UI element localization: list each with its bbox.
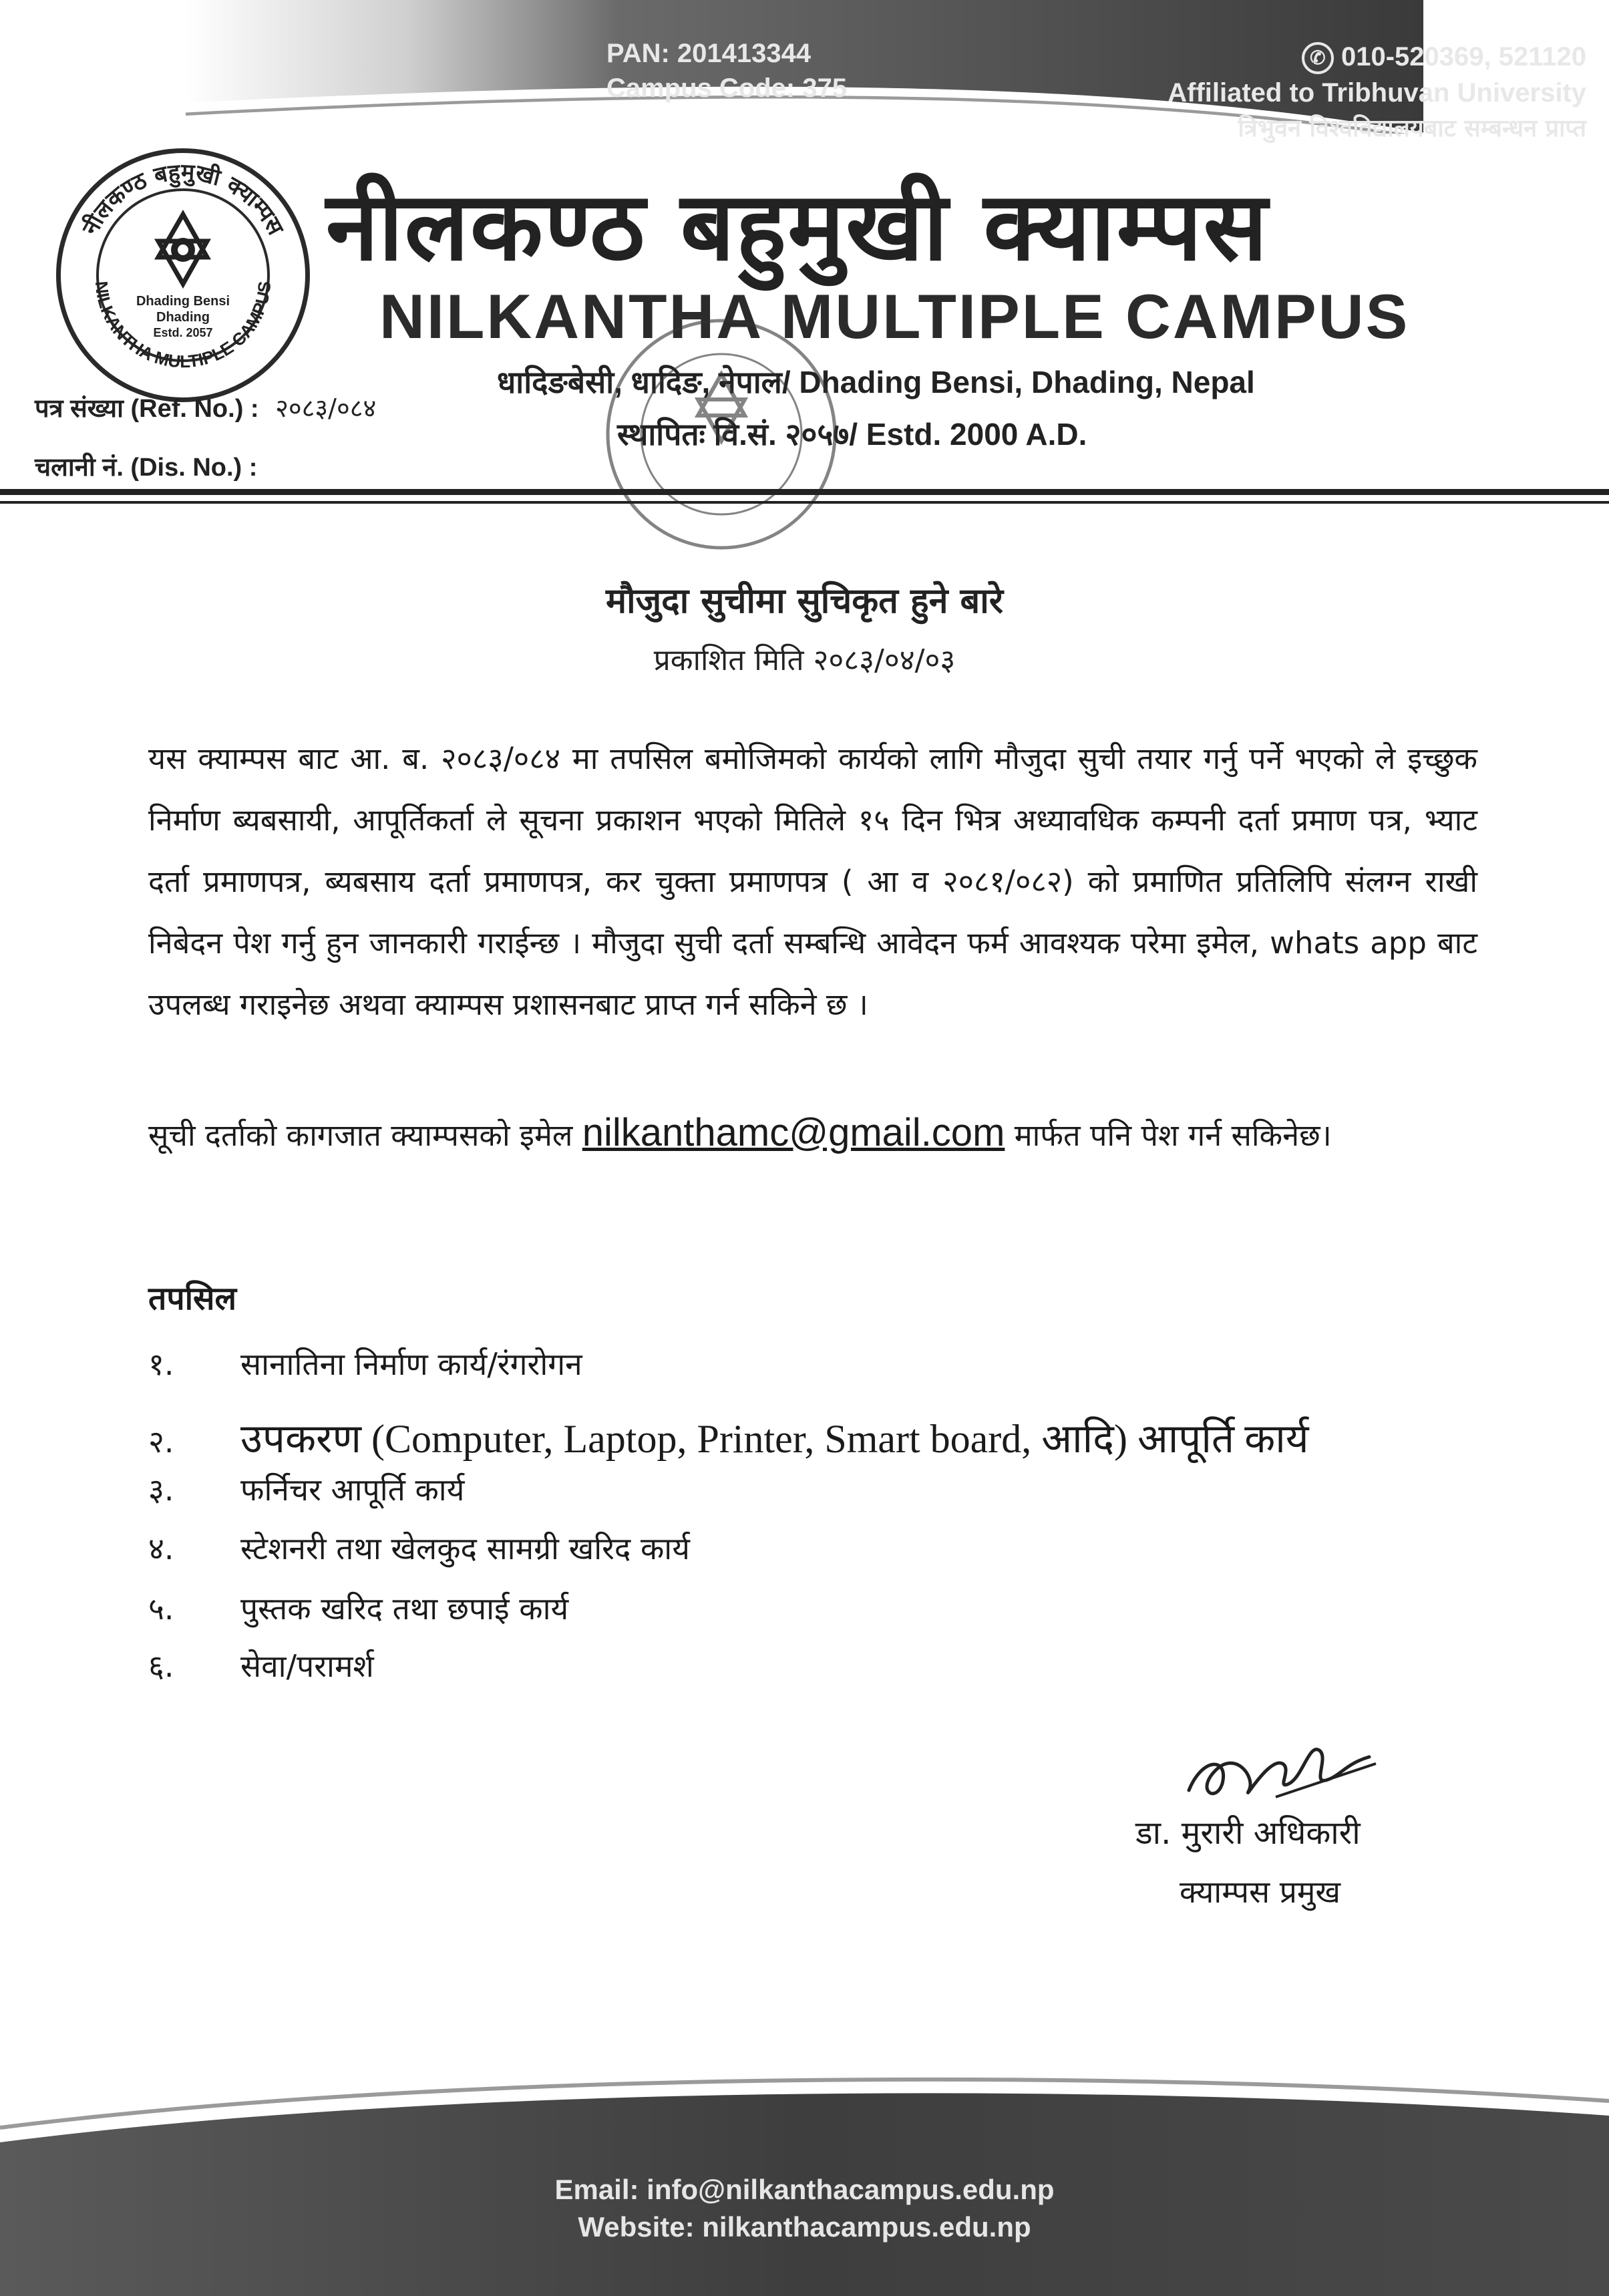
header-registration-info — [606, 36, 847, 106]
campus-title-nepali: नीलकण्ठ बहुमुखी क्याम्पस — [326, 172, 1269, 282]
ref-value: २०८३/०८४ — [275, 393, 377, 423]
phone-number: 010-520369, 521120 — [1340, 42, 1586, 71]
list-item-text: सानातिना निर्माण कार्य/रंगरोगन — [240, 1346, 582, 1382]
seal-top-text: नीलकण्ठ बहुमुखी क्याम्पस — [77, 158, 289, 240]
list-item — [148, 1343, 582, 1384]
notice-paragraph-2 — [148, 1102, 1477, 1166]
signatory-title: क्याम्पस प्रमुख — [1180, 1874, 1341, 1910]
published-date: प्रकाशित मिति २०८३/०४/०३ — [653, 643, 956, 677]
campus-address: धादिङबेसी, धादिङ, नेपाल/ Dhading Bensi, Dhading, Nepal — [497, 365, 1255, 399]
list-item-number: ६. — [148, 1648, 174, 1684]
seal-ring — [61, 153, 305, 397]
signatory-name: डा. मुरारी अधिकारी — [1135, 1814, 1361, 1852]
campus-code: Campus Code: 375 — [606, 73, 848, 103]
list-item — [148, 1587, 568, 1629]
reference-number-line — [35, 390, 376, 425]
list-item-number: ५. — [148, 1591, 174, 1627]
dis-label: चलानी नं. (Dis. No.) : — [35, 454, 258, 482]
footer-email[interactable]: Email: info@nilkanthacampus.edu.np — [554, 2174, 1055, 2205]
seal-bottom-text: NILKANTHA MULTIPLE CAMPUS — [91, 280, 275, 372]
phone-icon: ✆ — [1302, 42, 1334, 74]
header-divider — [0, 489, 1609, 495]
list-item-number: १. — [148, 1346, 174, 1382]
phone-line — [1168, 39, 1586, 75]
paragraph2-text-after: मार्फत पनि पेश गर्न सकिनेछ। — [1005, 1118, 1332, 1153]
details-heading: तपसिल — [148, 1280, 237, 1317]
header-contact-info — [1168, 39, 1586, 147]
notice-paragraph-1: यस क्याम्पस बाट आ. ब. २०८३/०८४ मा तपसिल बमोजिमको कार्यको लागि मौजुदा सुची तयार गर्नु पर्ने भएको ले इच्छुक निर्माण ब्यबसायी, आपूर्तिकर्ता ले सूचना प्रकाशन भएको मितिले १५ दिन भित्र अध्यावधिक कम्पनी दर्ता प्रमाण पत्र, भ्याट दर्ता प्रमाणपत्र, ब्यबसाय दर्ता प्रमाणपत्र, कर चुक्ता प्रमाणपत्र ( आ व २०८१/०८२) को प्रमाणित प्रतिलिपि संलग्न राखी निबेदन पेश गर्नु हुन जानकारी गराईन्छ । मौजुदा सुची दर्ता सम्बन्धि आवेदन फर्म आवश्यक परेमा इमेल, whats app बाट उपलब्ध गराइनेछ अथवा क्याम्पस प्रशासनबाट प्राप्त गर्न सकिने छ । — [148, 741, 1477, 1022]
campus-seal-logo — [56, 148, 310, 402]
campus-email-link[interactable]: nilkanthamc@gmail.com — [582, 1111, 1005, 1154]
office-stamp — [601, 314, 842, 554]
footer-website[interactable]: Website: nilkanthacampus.edu.np — [578, 2211, 1031, 2243]
paragraph2-text-before: सूची दर्ताको कागजात क्याम्पसको इमेल — [148, 1118, 582, 1153]
svg-text:नीलकण्ठ बहुमुखी क्याम्पस — [76, 159, 289, 240]
stamp-star-icon — [698, 374, 745, 441]
affiliation-np: त्रिभुवन विश्वविद्यालयबाट सम्बन्धन प्राप्त — [1238, 115, 1586, 142]
seal-center-line3: Estd. 2057 — [153, 326, 213, 339]
list-item — [148, 1410, 1309, 1464]
list-item — [148, 1468, 464, 1510]
handwritten-signature — [1176, 1717, 1389, 1817]
seal-center-line2: Dhading — [156, 310, 210, 325]
list-item-text: पुस्तक खरिद तथा छपाई कार्य — [240, 1591, 569, 1627]
star-emblem-icon — [158, 214, 207, 284]
footer-band — [0, 2042, 1609, 2296]
campus-title-english: NILKANTHA MULTIPLE CAMPUS — [379, 281, 1410, 351]
dispatch-number-line — [35, 449, 257, 484]
seal-center-line1: Dhading Bensi — [136, 294, 230, 309]
list-item-text: फर्निचर आपूर्ति कार्य — [240, 1472, 465, 1508]
affiliation-en: Affiliated to Tribhuvan University — [1168, 78, 1586, 108]
list-item-text: स्टेशनरी तथा खेलकुद सामग्री खरिद कार्य — [240, 1530, 690, 1567]
header-divider-thin — [0, 501, 1609, 504]
campus-established: स्थापितः वि.सं. २०५७/ Estd. 2000 A.D. — [617, 417, 1087, 452]
footer-contact — [0, 2171, 1609, 2246]
list-item-text: सेवा/परामर्श — [240, 1648, 374, 1684]
notice-subject: मौजुदा सुचीमा सुचिकृत हुने बारे — [606, 581, 1003, 621]
list-item-text: उपकरण (Computer, Laptop, Printer, Smart board, आदि) आपूर्ति कार्य — [240, 1417, 1309, 1461]
list-item-number: ४. — [148, 1530, 174, 1567]
list-item — [148, 1645, 374, 1686]
list-item — [148, 1527, 690, 1569]
ref-label: पत्र संख्या (Ref. No.) : — [35, 395, 259, 423]
list-item-number: २. — [148, 1424, 174, 1460]
list-item-number: ३. — [148, 1472, 174, 1508]
pan-number: PAN: 201413344 — [606, 39, 812, 68]
